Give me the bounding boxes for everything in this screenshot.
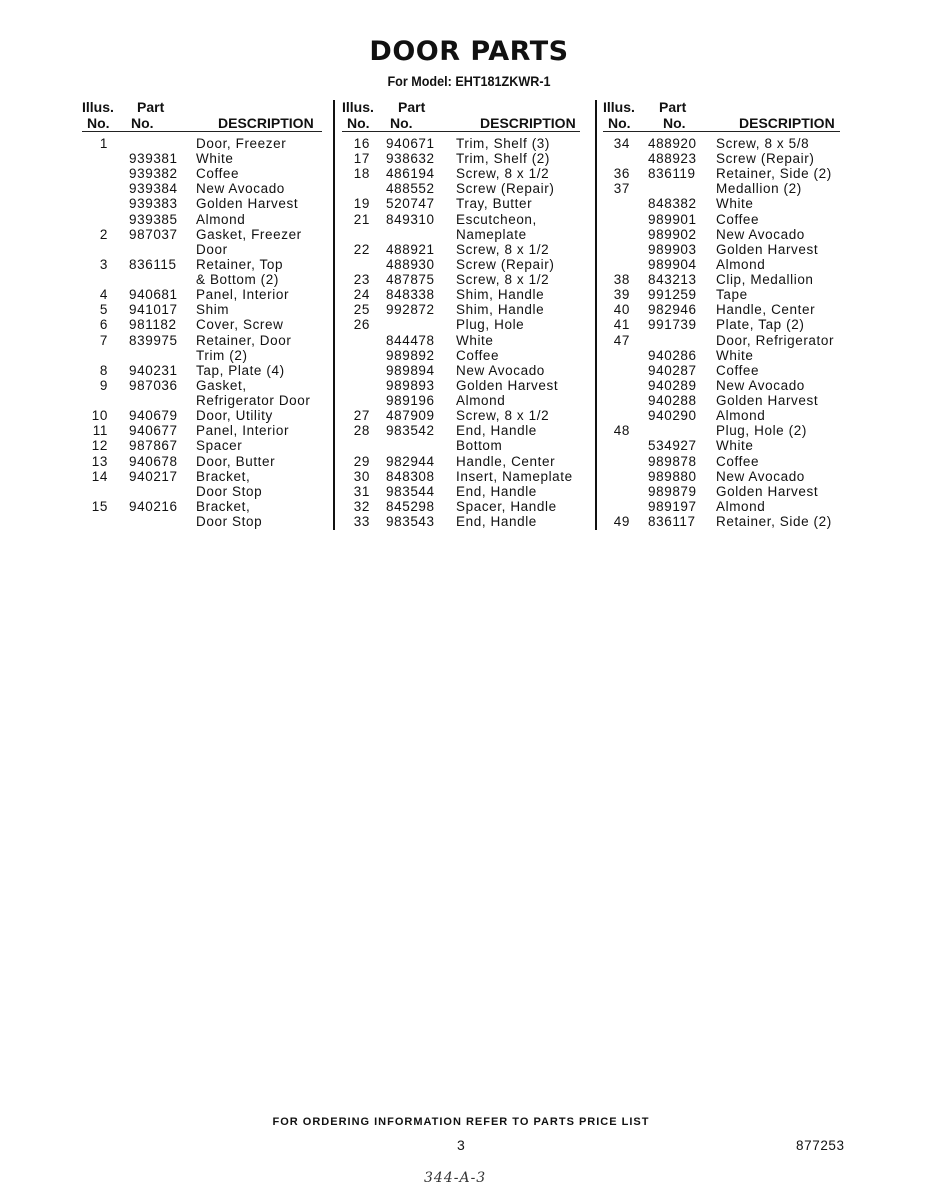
part-number: 989901 bbox=[648, 211, 697, 227]
part-description: Clip, Medallion bbox=[716, 272, 814, 288]
illus-number: 15 bbox=[91, 498, 108, 514]
part-number: 991259 bbox=[648, 287, 697, 303]
part-number: 939381 bbox=[129, 151, 178, 167]
part-description: New Avocado bbox=[456, 362, 545, 378]
part-description: New Avocado bbox=[716, 377, 805, 393]
illus-number: 18 bbox=[353, 166, 370, 182]
part-description: Shim, Handle bbox=[456, 287, 545, 303]
part-number: 848308 bbox=[386, 468, 435, 484]
header-description: DESCRIPTION bbox=[480, 115, 576, 131]
illus-number: 13 bbox=[91, 453, 108, 469]
part-description: White bbox=[456, 332, 494, 348]
illus-number: 39 bbox=[613, 287, 630, 303]
part-description: Golden Harvest bbox=[456, 377, 559, 393]
part-number: 940679 bbox=[129, 408, 178, 424]
header-description: DESCRIPTION bbox=[218, 115, 314, 131]
illus-number: 5 bbox=[99, 302, 108, 318]
part-number: 848338 bbox=[386, 287, 435, 303]
header-part: Part bbox=[137, 99, 165, 115]
part-description: Medallion (2) bbox=[716, 181, 802, 197]
header-illus: Illus. bbox=[82, 99, 114, 115]
part-number: 989902 bbox=[648, 226, 697, 242]
illus-number: 16 bbox=[353, 136, 370, 151]
part-description: Almond bbox=[716, 256, 766, 272]
part-description: Trim, Shelf (2) bbox=[456, 151, 551, 167]
part-number: 981182 bbox=[129, 317, 177, 333]
part-description: Panel, Interior bbox=[196, 423, 290, 439]
part-description: Almond bbox=[716, 498, 766, 514]
illus-number: 38 bbox=[613, 272, 630, 288]
part-description: Shim, Handle bbox=[456, 302, 545, 318]
part-number: 487875 bbox=[386, 272, 435, 288]
part-description: White bbox=[716, 438, 754, 454]
model-subtitle: For Model: EHT181ZKWR-1 bbox=[387, 73, 551, 89]
illus-number: 4 bbox=[99, 287, 108, 303]
part-number: 989879 bbox=[648, 483, 697, 499]
part-description: Coffee bbox=[716, 362, 760, 378]
illus-number: 36 bbox=[613, 166, 630, 182]
part-description: Door, Utility bbox=[196, 408, 273, 424]
part-number: 486194 bbox=[386, 166, 435, 182]
part-number: 989880 bbox=[648, 468, 697, 484]
page-title: DOOR PARTS bbox=[369, 36, 569, 67]
part-number: 844478 bbox=[386, 332, 435, 348]
part-number: 845298 bbox=[386, 498, 435, 514]
column-divider bbox=[333, 100, 335, 530]
part-description: White bbox=[716, 196, 754, 212]
illus-number: 21 bbox=[353, 211, 370, 227]
illus-number: 29 bbox=[353, 453, 370, 469]
part-description: Handle, Center bbox=[456, 453, 556, 469]
part-description: Golden Harvest bbox=[196, 196, 299, 212]
part-number: 940217 bbox=[129, 468, 178, 484]
part-description: Coffee bbox=[716, 211, 760, 227]
illus-number: 41 bbox=[613, 317, 630, 333]
part-description: Screw, 8 x 1/2 bbox=[456, 166, 550, 182]
part-description: Plug, Hole (2) bbox=[716, 423, 807, 439]
part-description: Coffee bbox=[456, 347, 500, 363]
illus-number: 31 bbox=[353, 483, 370, 499]
illus-number: 9 bbox=[99, 377, 108, 393]
part-number: 520747 bbox=[386, 196, 435, 212]
illus-number: 34 bbox=[613, 136, 630, 151]
ordering-info-footer: FOR ORDERING INFORMATION REFER TO PARTS PRICE LIST bbox=[272, 1116, 650, 1128]
illus-number: 48 bbox=[613, 423, 630, 439]
illus-number: 22 bbox=[353, 241, 370, 257]
part-number: 989196 bbox=[386, 393, 435, 409]
part-number: 940287 bbox=[648, 362, 697, 378]
part-description: Bracket, bbox=[196, 498, 251, 514]
part-number: 939385 bbox=[129, 211, 178, 227]
header-rule bbox=[603, 131, 840, 132]
part-description: Cover, Screw bbox=[196, 317, 284, 333]
part-description: Golden Harvest bbox=[716, 241, 819, 257]
header-part: Part bbox=[398, 99, 426, 115]
part-description: Almond bbox=[716, 408, 766, 424]
part-description: End, Handle bbox=[456, 423, 537, 439]
part-description: Tape bbox=[716, 287, 748, 303]
part-description: Screw (Repair) bbox=[456, 181, 555, 197]
part-description: New Avocado bbox=[196, 181, 285, 197]
part-number: 941017 bbox=[129, 302, 178, 318]
part-description: Panel, Interior bbox=[196, 287, 290, 303]
part-description: Door, Freezer bbox=[196, 136, 287, 151]
part-description: Gasket, bbox=[196, 377, 247, 393]
part-number: 983544 bbox=[386, 483, 435, 499]
part-description: Spacer bbox=[196, 438, 243, 454]
illus-number: 1 bbox=[99, 136, 108, 151]
part-number: 982946 bbox=[648, 302, 697, 318]
illus-number: 33 bbox=[353, 514, 370, 529]
part-number: 488552 bbox=[386, 181, 435, 197]
illus-number: 26 bbox=[353, 317, 370, 333]
part-number: 488920 bbox=[648, 136, 697, 151]
part-number: 989904 bbox=[648, 256, 697, 272]
part-number: 940290 bbox=[648, 408, 697, 424]
part-description: Almond bbox=[196, 211, 246, 227]
part-description: New Avocado bbox=[716, 468, 805, 484]
illus-number: 17 bbox=[353, 151, 370, 167]
illus-number: 3 bbox=[99, 256, 108, 272]
header-part: Part bbox=[659, 99, 687, 115]
part-description: Gasket, Freezer bbox=[196, 226, 302, 242]
part-number: 839975 bbox=[129, 332, 178, 348]
illus-number: 23 bbox=[353, 272, 370, 288]
part-description: Door Stop bbox=[196, 514, 263, 529]
part-number: 939382 bbox=[129, 166, 178, 182]
illus-number: 24 bbox=[353, 287, 370, 303]
part-number: 987036 bbox=[129, 377, 178, 393]
part-number: 940231 bbox=[129, 362, 178, 378]
part-number: 989878 bbox=[648, 453, 697, 469]
illus-number: 32 bbox=[353, 498, 370, 514]
part-description: Door, Refrigerator bbox=[716, 332, 835, 348]
illus-number: 47 bbox=[613, 332, 630, 348]
header-illus-no: No. bbox=[87, 115, 110, 131]
part-number: 488923 bbox=[648, 151, 697, 167]
part-description: Screw (Repair) bbox=[456, 256, 555, 272]
illus-number: 6 bbox=[99, 317, 108, 333]
document-code: 877253 bbox=[796, 1138, 845, 1153]
part-number: 939383 bbox=[129, 196, 178, 212]
part-description: Handle, Center bbox=[716, 302, 816, 318]
header-description: DESCRIPTION bbox=[739, 115, 835, 131]
illus-number: 28 bbox=[353, 423, 370, 439]
part-number: 989903 bbox=[648, 241, 697, 257]
part-description: Coffee bbox=[196, 166, 240, 182]
part-number: 836117 bbox=[648, 514, 696, 529]
part-description: Insert, Nameplate bbox=[456, 468, 573, 484]
part-description: Escutcheon, bbox=[456, 211, 537, 227]
part-description: Screw, 8 x 1/2 bbox=[456, 408, 550, 424]
part-description: Screw, 8 x 5/8 bbox=[716, 136, 810, 151]
part-description: Nameplate bbox=[456, 226, 527, 242]
part-number: 989893 bbox=[386, 377, 435, 393]
part-number: 938632 bbox=[386, 151, 435, 167]
part-description: Screw (Repair) bbox=[716, 151, 815, 167]
part-description: Golden Harvest bbox=[716, 483, 819, 499]
part-description: End, Handle bbox=[456, 514, 537, 529]
part-description: Golden Harvest bbox=[716, 393, 819, 409]
part-description: Retainer, Door bbox=[196, 332, 292, 348]
part-number: 989892 bbox=[386, 347, 435, 363]
header-illus: Illus. bbox=[603, 99, 635, 115]
part-number: 940286 bbox=[648, 347, 697, 363]
handwritten-note: 344-A-3 bbox=[424, 1170, 487, 1186]
illus-number: 19 bbox=[353, 196, 370, 212]
part-number: 940681 bbox=[129, 287, 178, 303]
part-description: End, Handle bbox=[456, 483, 537, 499]
illus-number: 40 bbox=[613, 302, 630, 318]
part-number: 939384 bbox=[129, 181, 178, 197]
part-description: Bracket, bbox=[196, 468, 251, 484]
part-description: Coffee bbox=[716, 453, 760, 469]
header-rule bbox=[82, 131, 322, 132]
illus-number: 27 bbox=[353, 408, 370, 424]
part-number: 983542 bbox=[386, 423, 435, 439]
page-number: 3 bbox=[457, 1137, 465, 1153]
part-description: Plate, Tap (2) bbox=[716, 317, 805, 333]
part-number: 836115 bbox=[129, 256, 177, 272]
part-number: 940678 bbox=[129, 453, 178, 469]
header-part-no: No. bbox=[390, 115, 413, 131]
part-description: Retainer, Side (2) bbox=[716, 166, 832, 182]
part-number: 991739 bbox=[648, 317, 697, 333]
part-description: Retainer, Top bbox=[196, 256, 284, 272]
part-number: 987037 bbox=[129, 226, 178, 242]
part-number: 488930 bbox=[386, 256, 435, 272]
part-description: Screw, 8 x 1/2 bbox=[456, 272, 550, 288]
part-number: 849310 bbox=[386, 211, 435, 227]
header-illus-no: No. bbox=[608, 115, 631, 131]
illus-number: 10 bbox=[91, 408, 108, 424]
part-number: 987867 bbox=[129, 438, 178, 454]
header-illus: Illus. bbox=[342, 99, 374, 115]
part-description: White bbox=[716, 347, 754, 363]
part-number: 940216 bbox=[129, 498, 178, 514]
part-description: Spacer, Handle bbox=[456, 498, 557, 514]
part-description: Trim, Shelf (3) bbox=[456, 136, 551, 151]
part-description: Tap, Plate (4) bbox=[196, 362, 285, 378]
part-description: Retainer, Side (2) bbox=[716, 514, 832, 529]
illus-number: 49 bbox=[613, 514, 630, 529]
part-description: White bbox=[196, 151, 234, 167]
header-part-no: No. bbox=[131, 115, 154, 131]
part-description: Refrigerator Door bbox=[196, 393, 311, 409]
part-number: 940288 bbox=[648, 393, 697, 409]
part-number: 940671 bbox=[386, 136, 435, 151]
part-description: New Avocado bbox=[716, 226, 805, 242]
part-description: Trim (2) bbox=[196, 347, 248, 363]
part-number: 534927 bbox=[648, 438, 697, 454]
part-description: Almond bbox=[456, 393, 506, 409]
part-description: Tray, Butter bbox=[456, 196, 533, 212]
part-description: Bottom bbox=[456, 438, 503, 454]
illus-number: 7 bbox=[99, 332, 108, 348]
part-number: 982944 bbox=[386, 453, 435, 469]
part-number: 940289 bbox=[648, 377, 697, 393]
part-description: Plug, Hole bbox=[456, 317, 525, 333]
part-description: Screw, 8 x 1/2 bbox=[456, 241, 550, 257]
illus-number: 2 bbox=[99, 226, 108, 242]
part-description: Shim bbox=[196, 302, 230, 318]
illus-number: 25 bbox=[353, 302, 370, 318]
header-rule bbox=[342, 131, 580, 132]
part-description: & Bottom (2) bbox=[196, 272, 279, 288]
illus-number: 12 bbox=[91, 438, 108, 454]
illus-number: 37 bbox=[613, 181, 630, 197]
part-description: Door, Butter bbox=[196, 453, 276, 469]
part-description: Door bbox=[196, 241, 228, 257]
illus-number: 14 bbox=[91, 468, 108, 484]
header-part-no: No. bbox=[663, 115, 686, 131]
part-number: 992872 bbox=[386, 302, 435, 318]
part-number: 989894 bbox=[386, 362, 435, 378]
part-number: 487909 bbox=[386, 408, 435, 424]
part-number: 848382 bbox=[648, 196, 697, 212]
part-number: 940677 bbox=[129, 423, 178, 439]
part-number: 989197 bbox=[648, 498, 697, 514]
part-number: 488921 bbox=[386, 241, 435, 257]
part-number: 836119 bbox=[648, 166, 696, 182]
part-description: Door Stop bbox=[196, 483, 263, 499]
header-illus-no: No. bbox=[347, 115, 370, 131]
illus-number: 8 bbox=[99, 362, 108, 378]
part-number: 983543 bbox=[386, 514, 435, 529]
illus-number: 11 bbox=[92, 423, 108, 439]
column-divider bbox=[595, 100, 597, 530]
part-number: 843213 bbox=[648, 272, 697, 288]
illus-number: 30 bbox=[353, 468, 370, 484]
